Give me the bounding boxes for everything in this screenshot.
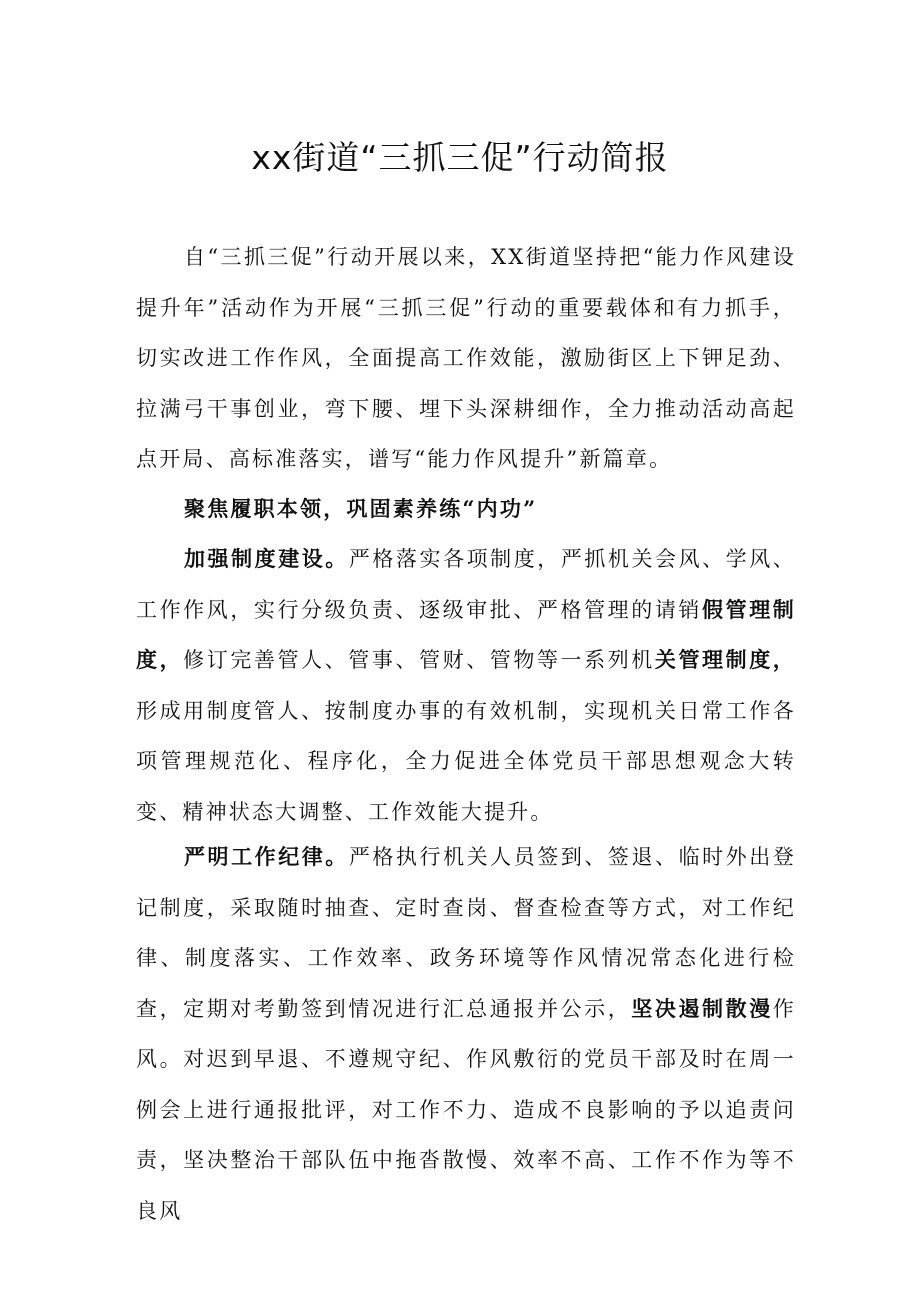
document-title: xx街道“三抓三促”行动简报: [251, 138, 669, 177]
emphasis-text: 关管理制度，: [654, 647, 796, 672]
paragraph-text: 形成用制度管人、按制度办事的有效机制，实现机关日常工作各项管理规范化、程序化，全力促进全体党员干部思想观念大转变、精神状态大调整、工作效能大提升。: [136, 698, 796, 824]
intro-paragraph: 自“三抓三促”行动开展以来，XX街道坚持把“能力作风建设提升年”活动作为开展“三抓三促”行动的重要载体和有力抓手，切实改进工作作风，全面提高工作效能，激励街区上下钾足劲、拉满弓干事创业，弯下腰、埋下头深耕细作，全力推动活动高起点开局、高标准落实，谱写“能力作风提升”新篇章。: [136, 245, 796, 471]
emphasis-text: 假管理制度，: [136, 596, 796, 672]
section-heading: 聚焦履职本领，巩固素养练“内功”: [184, 496, 538, 521]
paragraph-lead: 加强制度建设。: [184, 546, 349, 571]
paragraph-lead: 严明工作纪律。: [184, 844, 349, 869]
paragraph-text: 作风。对迟到早退、不遵规守纪、作风敷衍的党员干部及时在周一例会上进行通报批评，对工作不力、造成不良影响的予以追责问责，坚决整治干部队伍中拖沓散慢、效率不高、工作不作为等不良风: [136, 996, 796, 1223]
work-discipline-paragraph: [136, 832, 796, 1236]
paragraph-text: 修订完善管人、管事、管财、管物等一系列机: [183, 648, 655, 672]
system-building-paragraph: [136, 534, 796, 837]
paragraph-text: 严格执行机关人员签到、签退、临时外出登记制度，采取随时抽查、定时查岗、督查检查等方式，对工作纪律、制度落实、工作效率、政务环境等作风情况常态化进行检查，定期对考勤签到情况进行汇总通报并公示，: [136, 845, 796, 1021]
paragraph-text: 严格落实各项制度，严抓机关会风、学风、工作作风，实行分级负责、逐级审批、严格管理的请销: [136, 547, 796, 622]
emphasis-text: 坚决遏制散漫: [631, 995, 773, 1021]
